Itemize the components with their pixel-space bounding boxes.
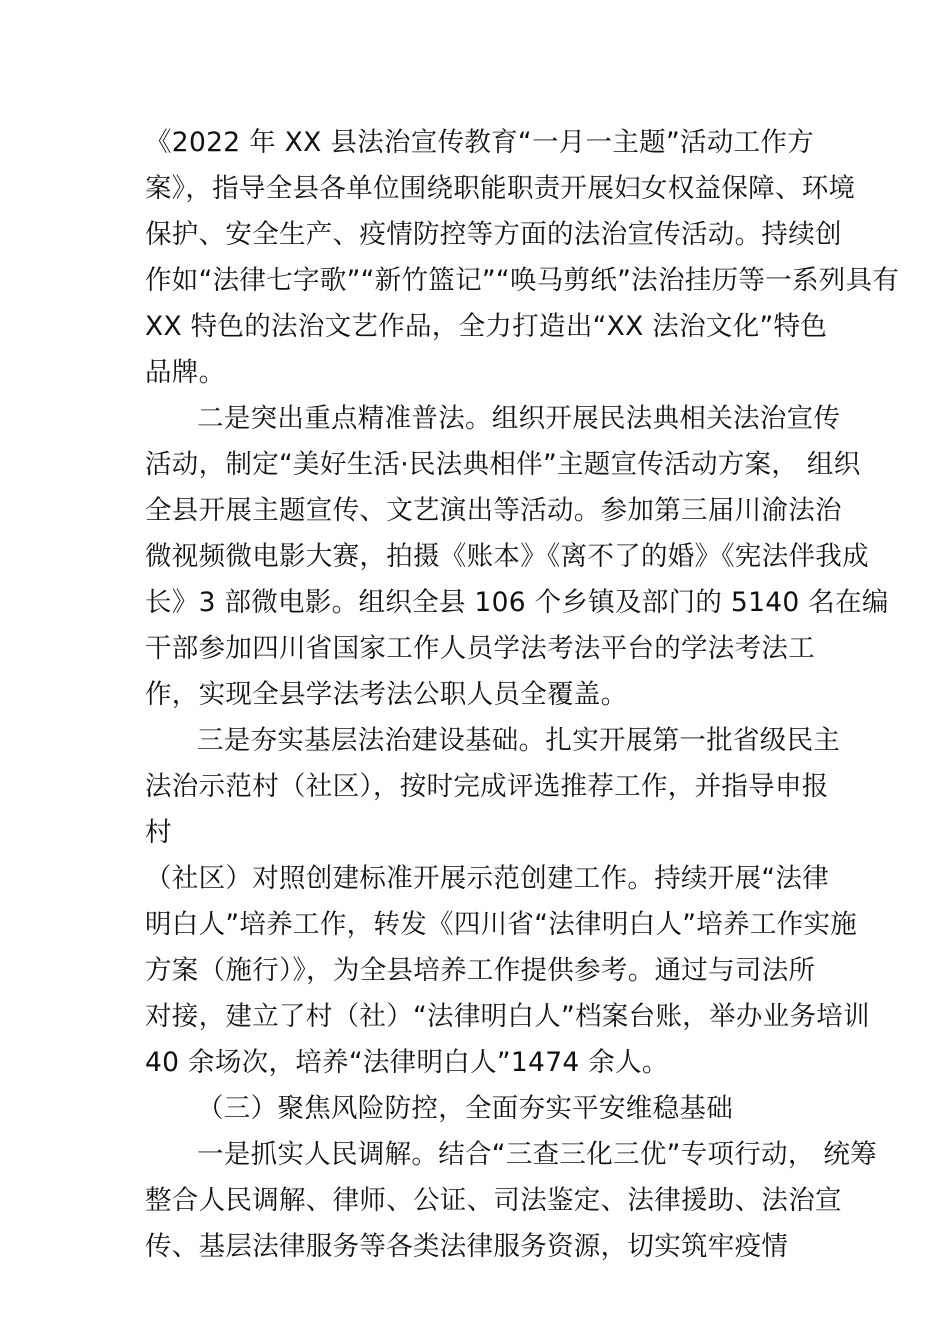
text-line: 法治示范村（社区），按时完成评选推荐工作，并指导申报	[145, 771, 829, 802]
text-line: XX 特色的法治文艺作品，全力打造出“XX 法治文化”特色	[145, 311, 828, 342]
text-line: 品牌。	[145, 357, 226, 388]
text-line: 保护、安全生产、疫情防控等方面的法治宣传活动。持续创	[145, 219, 842, 250]
text-line: 作，实现全县学法考法公职人员全覆盖。	[145, 679, 628, 710]
text-line: 40 余场次，培养“法律明白人”1474 余人。	[145, 1047, 669, 1078]
text-line: 作如“法律七字歌”“新竹篮记”“唤马剪纸”法治挂历等一系列具有	[145, 265, 900, 296]
text-line: 对接，建立了村（社）“法律明白人”档案台账，举办业务培训	[145, 1001, 870, 1032]
text-line: 案》，指导全县各单位围绕职能职责开展妇女权益保障、环境	[145, 173, 856, 204]
text-line: 《2022 年 XX 县法治宣传教育“一月一主题”活动工作方	[145, 127, 814, 158]
text-line: 整合人民调解、律师、公证、司法鉴定、法律援助、法治宣	[145, 1185, 842, 1216]
text-line: 长》3 部微电影。组织全县 106 个乡镇及部门的 5140 名在编	[145, 587, 889, 618]
paragraph-start-line: 三是夯实基层法治建设基础。扎实开展第一批省级民主	[197, 725, 841, 756]
text-line: 村	[145, 817, 172, 848]
text-line: （社区）对照创建标准开展示范创建工作。持续开展“法律	[145, 863, 830, 894]
text-line: 传、基层法律服务等各类法律服务资源，切实筑牢疫情	[145, 1231, 789, 1262]
paragraph-start-line: 二是突出重点精准普法。组织开展民法典相关法治宣传	[197, 403, 841, 434]
text-line: 活动，制定“美好生活·民法典相伴”主题宣传活动方案， 组织	[145, 449, 861, 480]
section-heading: （三）聚焦风险防控，全面夯实平安维稳基础	[197, 1093, 733, 1124]
text-line: 干部参加四川省国家工作人员学法考法平台的学法考法工	[145, 633, 815, 664]
text-line: 微视频微电影大赛，拍摄《账本》《离不了的婚》《宪法伴我成	[145, 541, 869, 572]
text-line: 方案（施行）》，为全县培养工作提供参考。通过与司法所	[145, 955, 816, 986]
text-line: 明白人”培养工作，转发《四川省“法律明白人”培养工作实施	[145, 909, 858, 940]
text-line: 全县开展主题宣传、文艺演出等活动。参加第三届川渝法治	[145, 495, 842, 526]
paragraph-start-line: 一是抓实人民调解。结合“三查三化三优”专项行动， 统筹	[197, 1139, 877, 1170]
